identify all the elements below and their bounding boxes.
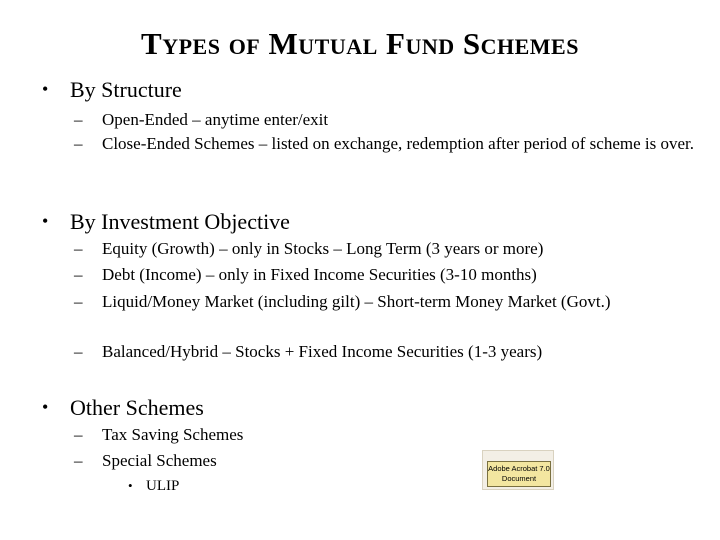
list-item xyxy=(74,133,694,155)
embedded-object-label-line1: Adobe Acrobat 7.0 xyxy=(488,464,550,473)
dash-icon: – xyxy=(74,425,83,444)
list-item-text: Special Schemes xyxy=(102,451,217,470)
list-item-text: Liquid/Money Market (including gilt) – Short-term Money Market (Govt.) xyxy=(102,292,611,311)
list-item xyxy=(74,264,694,286)
dash-icon: – xyxy=(74,451,83,470)
list-item-text: Open-Ended – anytime enter/exit xyxy=(102,110,329,129)
list-item xyxy=(74,450,694,472)
section-heading-label: By Investment Objective xyxy=(70,209,290,234)
slide-title: Types of Mutual Fund Schemes xyxy=(141,26,579,61)
section-heading-investment-objective xyxy=(42,208,290,235)
list-item xyxy=(74,291,694,313)
list-item xyxy=(74,109,694,131)
dash-icon: – xyxy=(74,134,83,153)
section-heading-label: Other Schemes xyxy=(70,395,204,420)
list-item xyxy=(74,238,694,260)
bullet-icon: • xyxy=(42,397,49,417)
section-heading-other xyxy=(42,394,204,421)
list-item-text: Close-Ended Schemes – listed on exchange, redemption after period of scheme is over. xyxy=(102,134,694,153)
list-item xyxy=(74,424,694,446)
list-item xyxy=(74,341,694,363)
dash-icon: – xyxy=(74,292,83,311)
dash-icon: – xyxy=(74,110,83,129)
sub-list-item xyxy=(128,476,179,496)
list-item-text: Tax Saving Schemes xyxy=(102,425,244,444)
bullet-icon: • xyxy=(42,79,49,99)
embedded-object-label-line2: Document xyxy=(501,474,537,483)
list-item-text: Equity (Growth) – only in Stocks – Long Term (3 years or more) xyxy=(102,239,544,258)
dash-icon: – xyxy=(74,342,83,361)
embedded-document-object[interactable] xyxy=(482,450,554,490)
bullet-icon: • xyxy=(128,478,133,493)
sub-list-item-text: ULIP xyxy=(146,478,180,494)
list-item-text: Debt (Income) – only in Fixed Income Securities (3-10 months) xyxy=(102,265,537,284)
list-item-text: Balanced/Hybrid – Stocks + Fixed Income Securities (1-3 years) xyxy=(102,342,543,361)
dash-icon: – xyxy=(74,239,83,258)
dash-icon: – xyxy=(74,265,83,284)
bullet-icon: • xyxy=(42,211,49,231)
section-heading-label: By Structure xyxy=(70,77,182,102)
document-icon xyxy=(487,461,551,487)
section-heading-structure xyxy=(42,76,182,103)
